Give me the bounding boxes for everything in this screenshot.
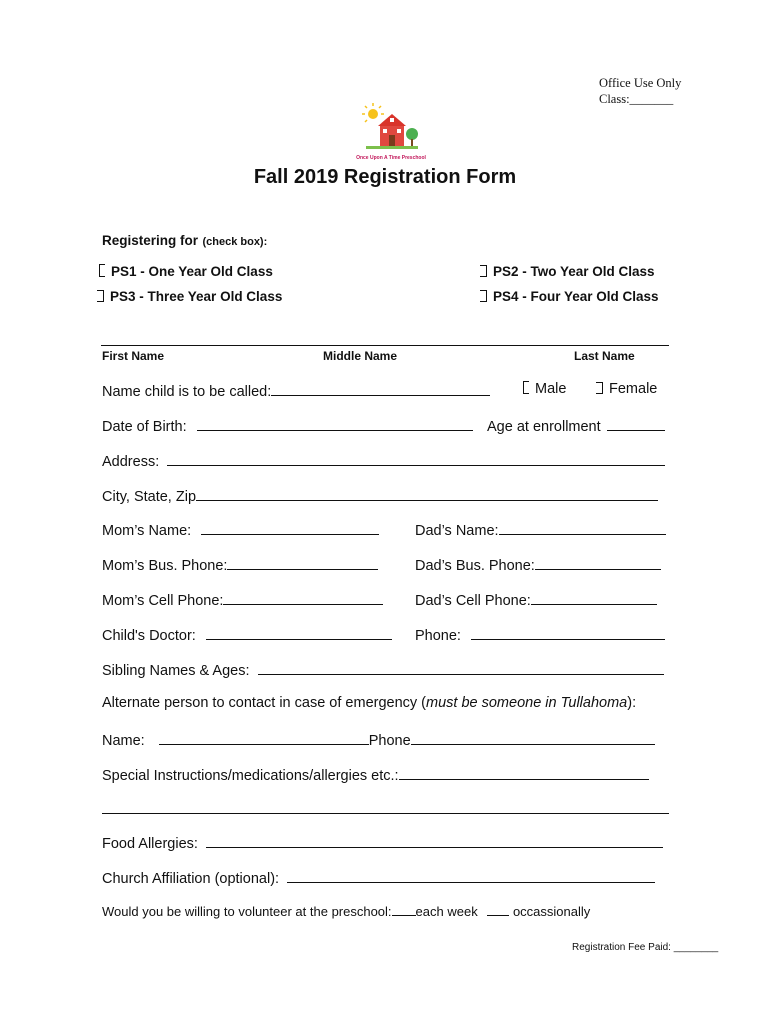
doctor-phone-field[interactable] (471, 625, 665, 640)
checkbox-icon[interactable] (97, 290, 104, 302)
address-label: Address: (102, 454, 160, 470)
food-allergies-field[interactable] (206, 833, 663, 848)
mom-bus-phone-row (102, 555, 378, 574)
dob-field[interactable] (197, 416, 473, 431)
church-field[interactable] (287, 868, 655, 883)
alt-name-field[interactable] (159, 730, 369, 745)
city-field[interactable] (196, 486, 658, 501)
dad-bus-phone-label: Dad’s Bus. Phone: (415, 558, 535, 574)
city-label: City, State, Zip (102, 489, 197, 505)
dad-name-row (415, 520, 666, 539)
dad-name-field[interactable] (499, 520, 666, 535)
alternate-contact-row (102, 730, 655, 749)
first-name-label: First Name (102, 349, 165, 363)
preschool-logo (356, 102, 426, 164)
alt-name-label: Name: (102, 733, 145, 749)
child-name-field[interactable] (101, 345, 669, 346)
age-row (487, 416, 665, 435)
mom-cell-phone-row (102, 590, 383, 609)
volunteer-weekly-field[interactable] (392, 903, 416, 916)
alt-phone-label: Phone (368, 733, 411, 749)
special-instructions-field[interactable] (399, 765, 649, 780)
mom-name-label: Mom’s Name: (102, 523, 192, 539)
gender-male-option[interactable] (523, 381, 566, 397)
food-allergies-label: Food Allergies: (102, 836, 198, 852)
tullahoma-note: must be someone in Tullahoma (426, 695, 628, 711)
address-row (102, 451, 665, 470)
ps2-label: PS2 - Two Year Old Class (493, 264, 655, 279)
checkbox-icon[interactable] (596, 382, 603, 394)
address-field[interactable] (167, 451, 665, 466)
special-instructions-line-2[interactable] (102, 813, 669, 814)
special-instructions-label: Special Instructions/medications/allergies etc.: (102, 768, 399, 784)
volunteer-row (102, 903, 590, 919)
checkbox-ps2[interactable] (480, 264, 655, 279)
mom-cell-phone-label: Mom’s Cell Phone: (102, 593, 224, 609)
volunteer-label: Would you be willing to volunteer at the preschool: (102, 904, 392, 919)
dad-cell-phone-label: Dad’s Cell Phone: (415, 593, 531, 609)
mom-name-field[interactable] (201, 520, 379, 535)
checkbox-icon[interactable] (523, 381, 529, 394)
dob-label: Date of Birth: (102, 419, 187, 435)
age-field[interactable] (607, 416, 665, 431)
mom-bus-phone-field[interactable] (227, 555, 378, 570)
doctor-label: Child's Doctor: (102, 628, 196, 644)
checkbox-ps4[interactable] (480, 289, 659, 304)
registering-label: Registering for (check box): (102, 233, 268, 248)
last-name-label: Last Name (574, 349, 635, 363)
mom-name-row (102, 520, 379, 539)
ps4-label: PS4 - Four Year Old Class (493, 289, 659, 304)
age-label: Age at enrollment (487, 419, 601, 435)
called-name-row (102, 381, 490, 400)
church-label: Church Affiliation (optional): (102, 871, 280, 887)
gender-female-option[interactable] (596, 381, 657, 397)
registration-fee: Registration Fee Paid: ________ (572, 942, 719, 953)
dad-name-label: Dad’s Name: (415, 523, 499, 539)
special-instructions-row (102, 765, 649, 784)
office-use-label: Office Use Only (599, 76, 682, 90)
dob-row (102, 416, 473, 435)
middle-name-label: Middle Name (323, 349, 398, 363)
checkbox-ps1[interactable] (99, 264, 273, 279)
female-label: Female (609, 381, 658, 397)
doctor-row (102, 625, 392, 644)
mom-bus-phone-label: Mom’s Bus. Phone: (102, 558, 228, 574)
city-row (102, 486, 658, 505)
office-class-field: Class:_______ (599, 92, 674, 106)
called-name-field[interactable] (271, 381, 490, 396)
logo-caption: Once Upon A Time Preschool (356, 155, 426, 161)
volunteer-occasional-label: occassionally (512, 904, 591, 919)
alt-phone-field[interactable] (411, 730, 655, 745)
office-use-block (599, 75, 681, 107)
page-title: Fall 2019 Registration Form (253, 166, 517, 188)
siblings-label: Sibling Names & Ages: (102, 663, 250, 679)
dad-cell-phone-field[interactable] (531, 590, 657, 605)
ps1-label: PS1 - One Year Old Class (111, 264, 273, 279)
food-allergies-row (102, 833, 663, 852)
doctor-phone-row (415, 625, 665, 644)
checkbox-ps3[interactable] (97, 289, 282, 304)
church-row (102, 868, 655, 887)
doctor-field[interactable] (206, 625, 392, 640)
dad-cell-phone-row (415, 590, 657, 609)
siblings-row (102, 660, 664, 679)
dad-bus-phone-row (415, 555, 661, 574)
doctor-phone-label: Phone: (415, 628, 461, 644)
ps3-label: PS3 - Three Year Old Class (110, 289, 283, 304)
called-name-label: Name child is to be called: (102, 384, 272, 400)
male-label: Male (535, 381, 567, 397)
checkbox-icon[interactable] (480, 290, 487, 302)
siblings-field[interactable] (258, 660, 664, 675)
checkbox-icon[interactable] (480, 265, 487, 277)
checkbox-icon[interactable] (99, 264, 105, 277)
dad-bus-phone-field[interactable] (535, 555, 661, 570)
alternate-contact-heading: Alternate person to contact in case of emergency (must be someone in Tullahoma): (102, 695, 637, 711)
volunteer-weekly-label: each week (415, 904, 478, 919)
mom-cell-phone-field[interactable] (223, 590, 383, 605)
volunteer-occasional-field[interactable] (487, 903, 509, 916)
